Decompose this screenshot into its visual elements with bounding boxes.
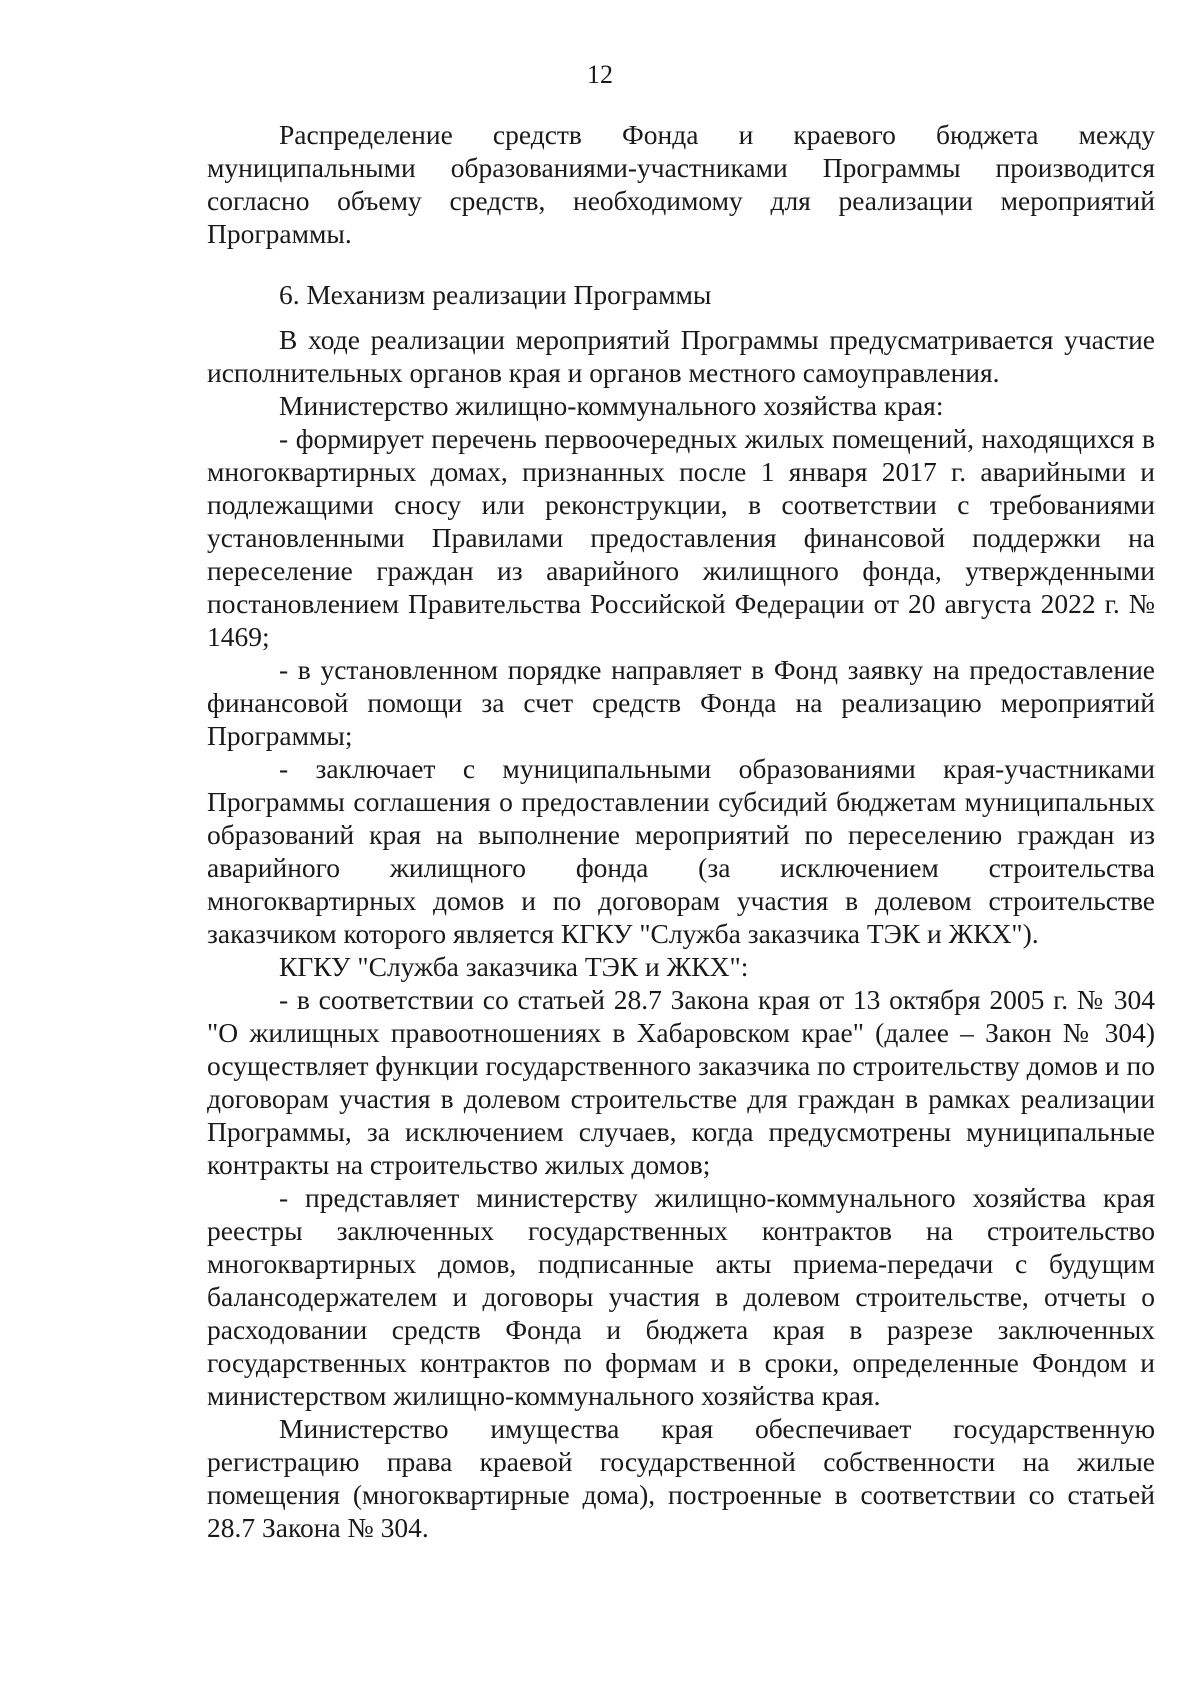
paragraph-funds-distribution: Распределение средств Фонда и краевого бюджета между муниципальными образованиями-участниками Программы производится согласно объему средств, необходимому для реализации мероприятий Программы.	[207, 119, 1155, 249]
paragraph-kgku: КГКУ "Служба заказчика ТЭК и ЖКХ":	[279, 951, 749, 982]
page-number: 12	[587, 60, 613, 89]
list-item-sends-application: - в установленном порядке направляет в Фонд заявку на предоставление финансовой помощи за счет средств Фонда на реализацию мероприятий Программы;	[207, 654, 1155, 751]
paragraph-ministry-housing: Министерство жилищно-коммунального хозяйства края:	[279, 390, 944, 421]
section-heading: 6. Механизм реализации Программы	[279, 279, 712, 310]
list-item-state-customer: - в соответствии со статьей 28.7 Закона края от 13 октября 2005 г. № 304 "О жилищных правоотношениях в Хабаровском крае" (далее – Закон № 304) осуществляет функции государственного заказчика по строительству домов и по договорам участия в долевом строительстве для граждан в рамках реализации Программы, за исключением случаев, когда предусмотрены муниципальные контракты на строительство жилых домов;	[207, 984, 1155, 1180]
paragraph-ministry-property: Министерство имущества края обеспечивает государственную регистрацию права краевой государственной собственности на жилые помещения (многоквартирные дома), построенные в соответствии со статьей 28.7 Закона № 304.	[207, 1413, 1155, 1543]
list-item-concludes-agreements: - заключает с муниципальными образованиями края-участниками Программы соглашения о предоставлении субсидий бюджетам муниципальных образований края на выполнение мероприятий по переселению граждан из аварийного жилищного фонда (за исключением строительства многоквартирных домов и по договорам участия в долевом строительстве заказчиком которого является КГКУ "Служба заказчика ТЭК и ЖКХ").	[207, 753, 1155, 949]
document-body	[207, 118, 1155, 1544]
list-item-forms-list: - формирует перечень первоочередных жилых помещений, находящихся в многоквартирных домах, признанных после 1 января 2017 г. аварийными и подлежащими сносу или реконструкции, в соответствии с требованиями установленными Правилами предоставления финансовой поддержки на переселение граждан из аварийного жилищного фонда, утвержденными постановлением Правительства Российской Федерации от 20 августа 2022 г. № 1469;	[207, 423, 1155, 652]
list-item-submits-registers: - представляет министерству жилищно-коммунального хозяйства края реестры заключенных государственных контрактов на строительство многоквартирных домов, подписанные акты приема-передачи с будущим балансодержателем и договоры участия в долевом строительстве, отчеты о расходовании средств Фонда и бюджета края в разрезе заключенных государственных контрактов по формам и в сроки, определенные Фондом и министерством жилищно-коммунального хозяйства края.	[207, 1182, 1155, 1411]
paragraph-participation: В ходе реализации мероприятий Программы предусматривается участие исполнительных органов края и органов местного самоуправления.	[207, 324, 1155, 388]
